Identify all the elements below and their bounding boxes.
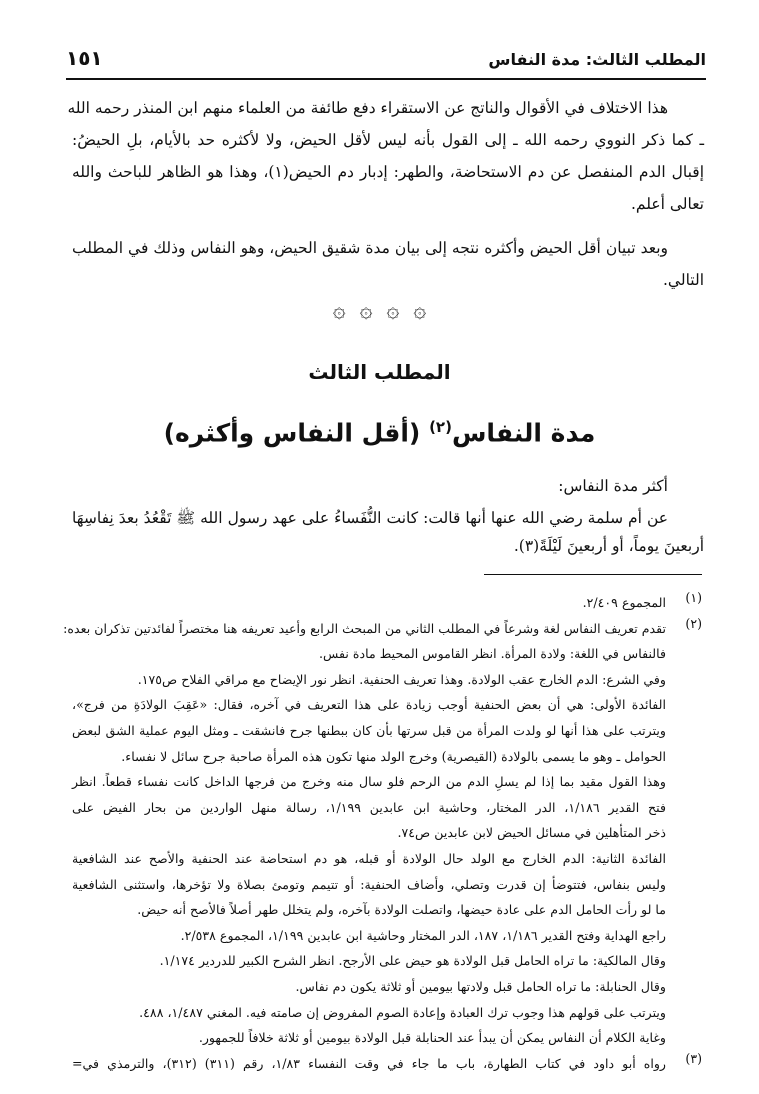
footnote-line: فالنفاس في اللغة: ولادة المرأة. انظر القاموس المحيط مادة نفس. [318, 646, 666, 662]
header-divider [66, 78, 706, 80]
footnote-number: (١) [685, 590, 702, 605]
footnote-line: راجع الهداية وفتح القدير ١/١٨٦، ١٨٧، الدر المختار وحاشية ابن عابدين ١/١٩٩، المجموع ٢/٥٣٨. [180, 927, 666, 943]
footnote [72, 590, 704, 616]
ornament-icon: ۞ [359, 298, 373, 323]
footnote-line: الفائدة الثانية: الدم الخارج مع الولد حال الولادة أو قبله، هو دم استحاضة عند الحنفية والأصح عند الشافعية [72, 850, 666, 866]
section-heading: المطلب الثالث [308, 360, 451, 384]
section-ornaments [0, 298, 759, 323]
text-line: التالي. [663, 271, 704, 289]
title-sub: (أقل النفاس وأكثره) [163, 418, 421, 448]
footnote-line: وهذا القول مقيد بما إذا لم يسلِ الدم من الرحم فلو سال منه وخرج من فرجها الداخل كانت نفساء قطعاً. انظر [72, 774, 666, 790]
footnote-line: ذخر المتأهلين في مسائل الحيض لابن عابدين ص٧٤. [397, 825, 666, 841]
footnote-line: وفي الشرع: الدم الخارج عقب الولادة. وهذا تعريف الحنفية. انظر نور الإيضاح مع مراقي الفلاح ص١٧٥. [137, 671, 666, 687]
title-main: مدة النفاس [451, 418, 596, 448]
footnotes [63, 590, 704, 1076]
ornament-icon: ۞ [332, 298, 346, 323]
text-line: إقبال الدم المنفصل عن دم الاستحاضة، والطهر: إدبار دم الحيض(١)، وهذا هو الظاهر للباحث والله [72, 163, 705, 181]
footnote [72, 1051, 704, 1077]
ornament-icon: ۞ [386, 298, 400, 323]
text-line: عن أم سلمة رضي الله عنها أنها قالت: كانت النُّفَساءُ على عهد رسول الله ﷺ تَقْعُدُ بعدَ نِفاسِهَا [72, 509, 668, 527]
hadith-paragraph [72, 504, 704, 560]
section-title [0, 418, 759, 447]
footnote-line: ويترتب على قولهم هذا وجوب ترك العبادة وإعادة الصوم المفروض إن صامته فيه. المغني ١/٤٨٧، ٤٨٨. [139, 1004, 666, 1020]
text-line: وبعد تبيان أقل الحيض وأكثره نتجه إلى بيان مدة شقيق الحيض، وهو النفاس وذلك في المطلب [72, 239, 668, 257]
running-header [66, 44, 706, 74]
footnote-divider [484, 574, 702, 575]
subheading: أكثر مدة النفاس: [558, 477, 668, 495]
intro-paragraph-1 [67, 92, 705, 220]
running-title: المطلب الثالث: مدة النفاس [488, 50, 706, 69]
footnote-line: الحوامل ـ وهو ما يسمى بالولادة (القيصرية) وخرج الولد منها تكون هذه المرأة صاحبة جرح سائل لا نفساء. [121, 748, 666, 764]
footnote-line: تقدم تعريف النفاس لغة وشرعاً في المطلب الثاني من المبحث الرابع وأعيد تعريفه هنا مختصراً لفائدتين تذكران بعده: [63, 620, 666, 636]
footnote-line: ما لو رأت الحامل الدم على عادة حيضها، واتصلت الولادة بآخره، ولم يتخلل طهر أصلاً فالأصح أنه حيض. [137, 902, 666, 918]
footnote-line: وغاية الكلام أن النفاس يمكن أن يبدأ عند الحنابلة قبل الولادة بيومين أو ثلاثة خلافاً للجمهور. [198, 1030, 666, 1046]
ornament-icon: ۞ [413, 298, 427, 323]
footnote-line: الفائدة الأولى: هي أن بعض الحنفية أوجب زيادة على هذا التعريف في آخره، فقال: «عَقِبَ الولادَةِ من فرج»، [72, 697, 666, 713]
footnote-line: ويترتب على هذا أنها لو ولدت المرأة من قبل سرتها بأن كان ببطنها جرح فانشقت ـ ومثل اليوم عملية الشق لبعض [72, 722, 666, 738]
footnote-line: رواه أبو داود في كتاب الطهارة، باب ما جاء في وقت النفساء ١/٨٣، رقم (٣١١) (٣١٢)، والترمذي في= [72, 1055, 666, 1071]
page-number: ١٥١ [66, 46, 103, 70]
footnote-ref: (٢) [429, 418, 452, 436]
footnote-line: وقال المالكية: ما تراه الحامل قبل الولادة هو حيض على الأرجح. انظر الشرح الكبير للدردير ١/١٧٤. [159, 953, 666, 969]
footnote [63, 615, 704, 1051]
footnote-number: (٣) [685, 1050, 702, 1066]
text-line: هذا الاختلاف في الأقوال والناتج عن الاستقراء دفع طائفة من العلماء منهم ابن المنذر رحمه الله [67, 99, 668, 117]
text-line: تعالى أعلم. [630, 195, 704, 213]
footnote-line: فتح القدير ١/١٨٦، الدر المختار، وحاشية ابن عابدين ١/١٩٩، رسالة منهل الواردين من بحار الفيض على [72, 799, 666, 815]
footnote-line: وليس بنفاس، فتتوضأ إن قدرت وتصلي، وأضاف الحنفية: أو تتيمم وتومئ بصلاة ولا تؤخرها، واستثنى الشافعية [72, 876, 666, 892]
footnote-line: المجموع ٢/٤٠٩. [582, 595, 666, 610]
footnote-line: وقال الحنابلة: ما تراه الحامل قبل ولادتها بيومين أو ثلاثة يكون دم نفاس. [295, 978, 666, 994]
footnote-number: (٢) [685, 615, 702, 631]
text-line: ـ كما ذكر النووي رحمه الله ـ إلى القول بأنه ليس لأقل الحيض، ولا لأكثره حد بالأيام، بلِ الحيضُ: [72, 131, 704, 149]
text-line: أربعينَ يوماً، أو أربعينَ لَيْلَةً(٣). [513, 537, 704, 555]
intro-paragraph-2 [72, 232, 704, 296]
